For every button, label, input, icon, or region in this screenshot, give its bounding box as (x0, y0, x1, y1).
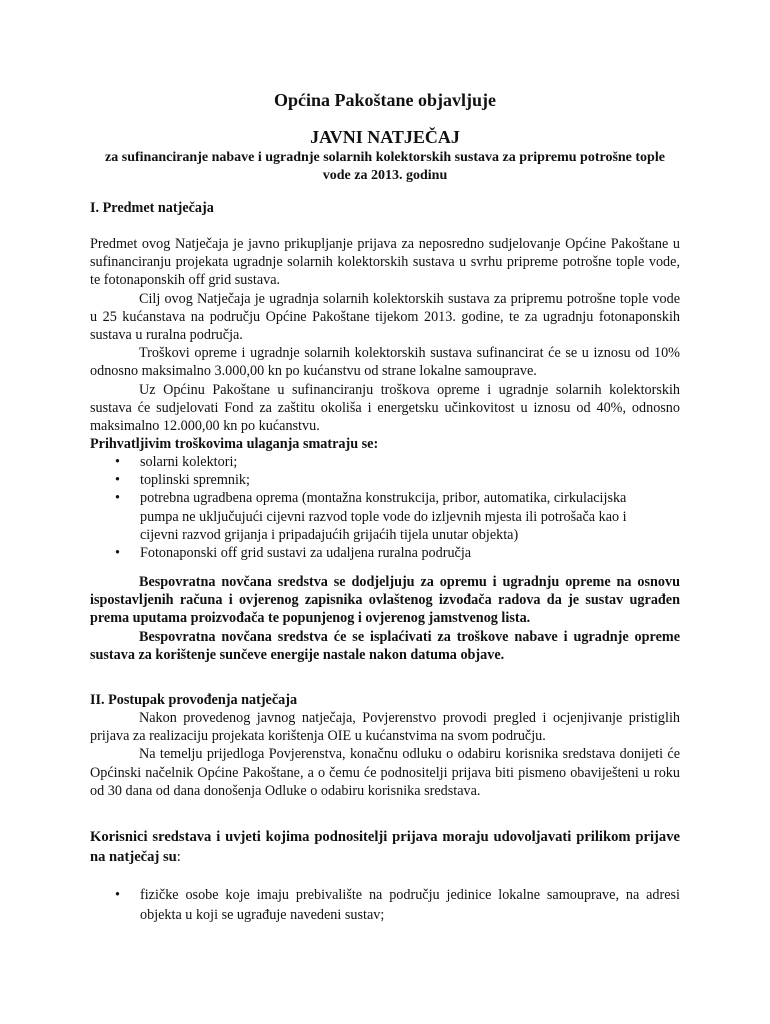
conditions-heading-colon: : (176, 849, 181, 865)
document-title-line: Općina Pakoštane objavljuje (273, 90, 496, 110)
subtitle: za sufinanciranje nabave i ugradnje solarnih kolektorskih sustava za pripremu potrošne tople vode za 2013. godinu (105, 150, 665, 183)
section1-paragraph: Predmet ovog Natječaja je javno prikupljanje prijava za neposredno sudjelovanje Općine Pakoštane u sufinanciranju projekata ugradnje solarnih kolektorskih sustava u svrhu pripreme potrošne tople vode, te fotonaponskih off grid sustava. (90, 236, 680, 289)
section1-heading: I. Predmet natječaja (90, 200, 214, 216)
list-item: • potrebna ugradbena oprema (montažna konstrukcija, pribor, automatika, cirkulacijska pumpa ne uključujući cijevni razvod tople vode do izljevnih mjesta ili potrošača kao i cijevni razvod grijanja i pripadajućih grijaćih tijela unutar objekta) (90, 489, 650, 544)
section2-body (90, 709, 680, 800)
list-item: • toplinski spremnik; (90, 471, 650, 489)
section1-body (90, 235, 680, 435)
section2-paragraph: Na temelju prijedloga Povjerenstva, konačnu odluku o odabiru korisnika sredstava donijeti će Općinski načelnik Općine Pakoštane, a o čemu će podnositelji prijava biti pismeno obaviješteni u roku od 30 dana od dana donošenja Odluke o odabiru korisnika sredstava. (90, 746, 680, 799)
conditions-heading-block (90, 827, 680, 867)
main-title: JAVNI NATJEČAJ (310, 127, 460, 147)
grant-notes (90, 573, 680, 664)
grant-note: Bespovratna novčana sredstva se dodjeljuju za opremu i ugradnju opreme na osnovu ispostavljenih računa i ovjerenog zapisnika ovlaštenog izvođača radova da je sustav ugrađen prema uputama proizvođača te popunjenog i ovjerenog jamstvenog lista. (90, 574, 680, 627)
section2-heading: II. Postupak provođenja natječaja (90, 692, 298, 708)
list-item: • Fotonaponski off grid sustavi za udaljena ruralna područja (90, 544, 650, 562)
conditions-heading: Korisnici sredstava i uvjeti kojima podnositelji prijava moraju udovoljavati prilikom prijave na natječaj su (90, 829, 680, 865)
section1-paragraph: Cilj ovog Natječaja je ugradnja solarnih kolektorskih sustava za pripremu potrošne tople vode u 25 kućanstava na području Općine Pakoštane tijekom 2013. godine, te za ugradnju fotonaponskih sustava u ruralna područja. (90, 290, 680, 344)
section1-paragraph: Uz Općinu Pakoštane u sufinanciranju troškova opreme i ugradnje solarnih kolektorskih sustava će sudjelovati Fond za zaštitu okoliša i energetsku učinkovitost u iznosu od 40%, odnosno maksimalno 12.000,00 kn po kućanstvu. (90, 381, 680, 435)
grant-note: Bespovratna novčana sredstva će se isplaćivati za troškove nabave i ugradnje opreme sustava za korištenje sunčeve energije nastale nakon datuma objave. (90, 628, 680, 663)
list-item: • fizičke osobe koje imaju prebivalište na području jedinice lokalne samouprave, na adresi objekta u koji se ugrađuje navedeni sustav; (90, 885, 680, 925)
section1-paragraph: Troškovi opreme i ugradnje solarnih kolektorskih sustava sufinancirat će se u iznosu od 10% odnosno maksimalno 3.000,00 kn po kućanstvu od strane lokalne samouprave. (90, 345, 680, 380)
eligible-costs-heading: Prihvatljivim troškovima ulaganja smatraju se: (90, 436, 379, 452)
conditions-list (90, 885, 680, 925)
eligible-costs-list (90, 453, 650, 562)
section2-paragraph: Nakon provedenog javnog natječaja, Povjerenstvo provodi pregled i ocjenjivanje pristiglih prijava za realizaciju projekata korištenja OIE u kućanstvima na svom području. (90, 710, 680, 745)
list-item: • solarni kolektori; (90, 453, 650, 471)
